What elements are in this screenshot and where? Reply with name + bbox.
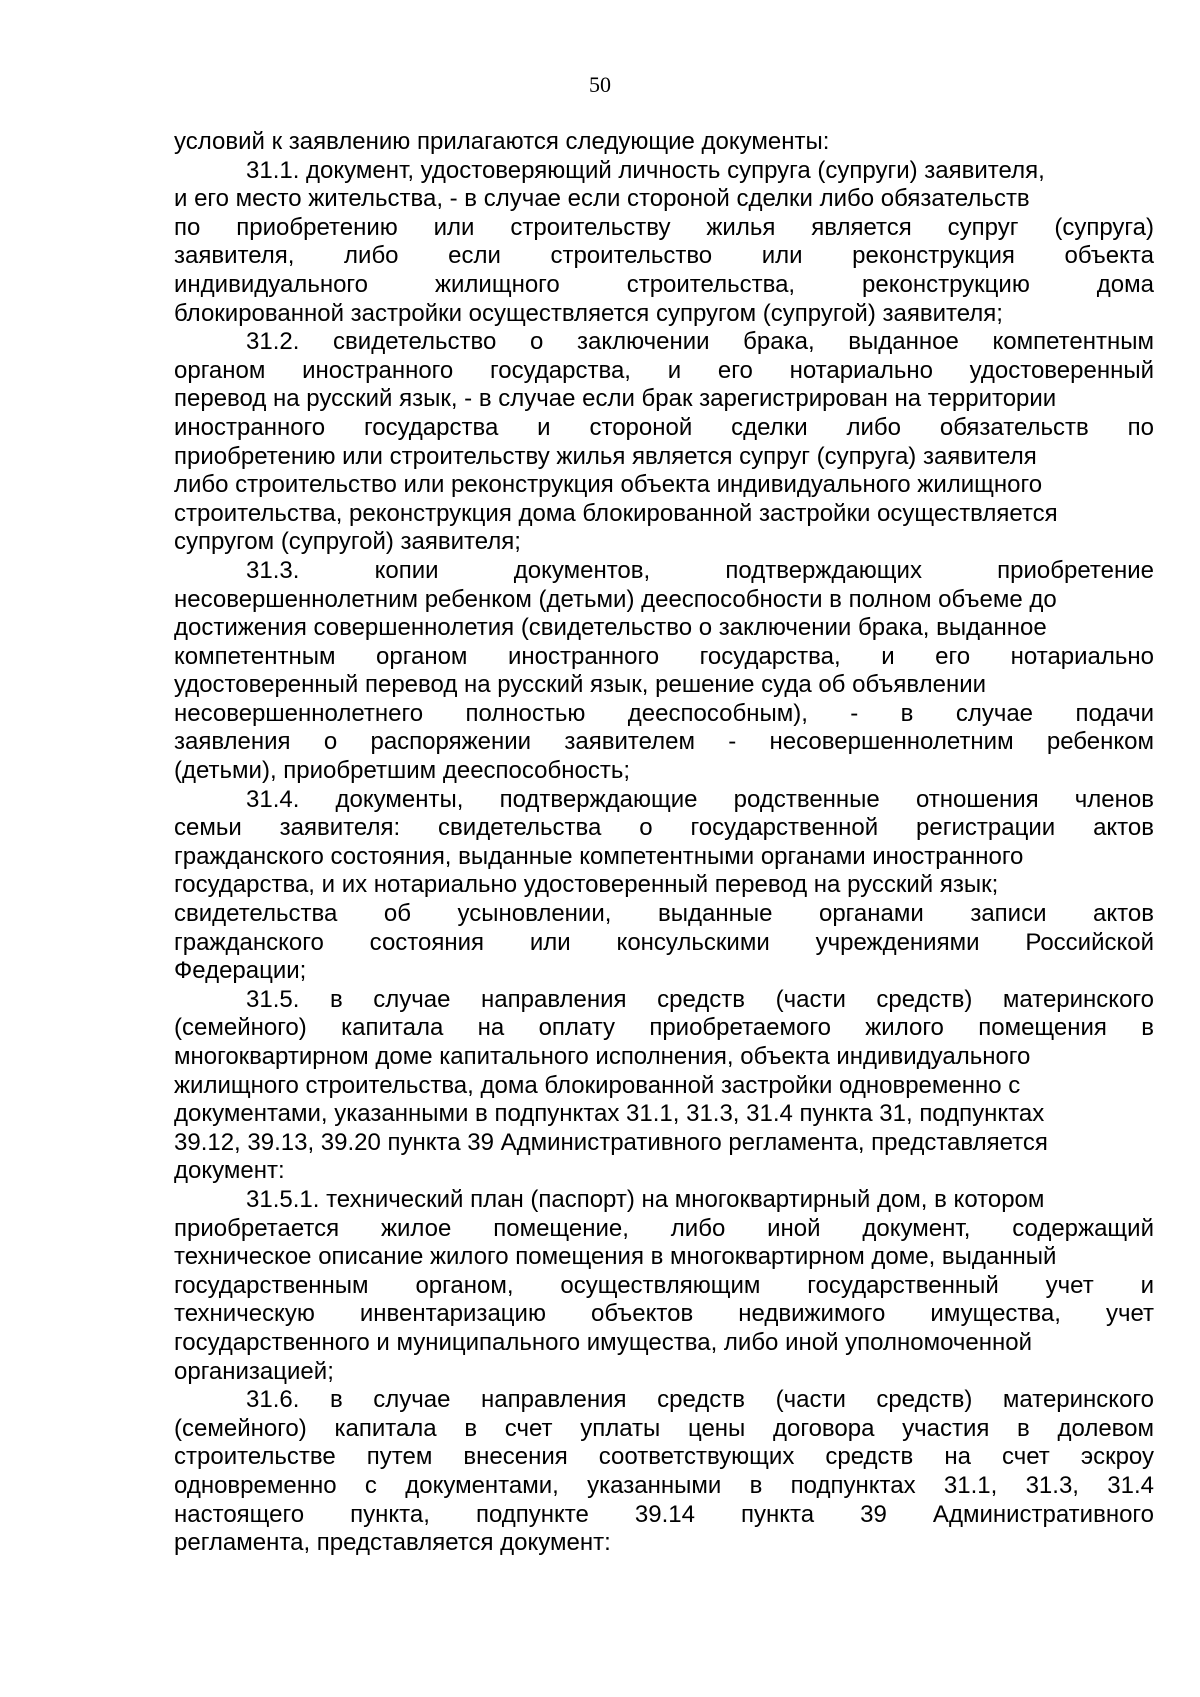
text-line: документ: xyxy=(174,1157,285,1185)
text-line: супругом (супругой) заявителя; xyxy=(174,528,521,556)
text-line: семьи заявителя: свидетельства о государственной регистрации актов xyxy=(174,814,1154,842)
text-line: 31.5.1. технический план (паспорт) на многоквартирный дом, в котором xyxy=(246,1185,1045,1213)
text-line: удостоверенный перевод на русский язык, решение суда об объявлении xyxy=(174,671,987,699)
text-line: перевод на русский язык, - в случае если брак зарегистрирован на территории xyxy=(174,385,1057,413)
text-line: заявителя, либо если строительство или реконструкция объекта xyxy=(174,242,1154,270)
text-line: многоквартирном доме капитального исполнения, объекта индивидуального xyxy=(174,1043,1031,1070)
text-line: техническую инвентаризацию объектов недвижимого имущества, учет xyxy=(174,1300,1154,1328)
text-line: Федерации; xyxy=(174,957,307,985)
text-line: 31.1. документ, удостоверяющий личность супруга (супруги) заявителя, xyxy=(246,156,1045,184)
text-line: документами, указанными в подпунктах 31.1, 31.3, 31.4 пункта 31, подпунктах xyxy=(174,1100,1045,1128)
text-line: достижения совершеннолетия (свидетельство о заключении брака, выданное xyxy=(174,614,1047,642)
text-line: государства, и их нотариально удостоверенный перевод на русский язык; xyxy=(174,871,999,899)
text-line: гражданского состояния или консульскими учреждениями Российской xyxy=(174,928,1154,956)
text-line: государственного и муниципального имущества, либо иной уполномоченной xyxy=(174,1328,1033,1356)
text-line: настоящего пункта, подпункте 39.14 пункта 39 Административного xyxy=(174,1500,1154,1528)
text-line: иностранного государства и стороной сделки либо обязательств по xyxy=(174,413,1154,441)
text-line: гражданского состояния, выданные компетентными органами иностранного xyxy=(174,842,1024,870)
text-line: индивидуального жилищного строительства, реконструкцию дома xyxy=(174,270,1154,298)
text-line: по приобретению или строительству жилья является супруг (супруга) xyxy=(174,213,1154,241)
text-line: одновременно с документами, указанными в подпунктах 31.1, 31.3, 31.4 xyxy=(174,1471,1154,1499)
text-line: приобретению или строительству жилья является супруг (супруга) заявителя xyxy=(174,442,1037,470)
page-number: 50 xyxy=(589,72,611,97)
text-line: 31.6. в случае направления средств (части средств) материнского xyxy=(246,1386,1154,1414)
text-line: строительстве путем внесения соответствующих средств на счет эскроу xyxy=(174,1443,1154,1471)
text-line: органом иностранного государства, и его нотариально удостоверенный xyxy=(174,356,1154,384)
document-body xyxy=(174,128,1154,1558)
text-line: (семейного) капитала на оплату приобретаемого жилого помещения в xyxy=(174,1014,1154,1042)
text-line: 31.3. копии документов, подтверждающих приобретение xyxy=(246,556,1154,584)
text-line: условий к заявлению прилагаются следующие документы: xyxy=(174,128,830,155)
text-line: строительства, реконструкция дома блокированной застройки осуществляется xyxy=(174,499,1058,527)
text-line: регламента, представляется документ: xyxy=(174,1529,611,1557)
text-line: заявления о распоряжении заявителем - несовершеннолетним ребенком xyxy=(174,728,1154,756)
text-line: свидетельства об усыновлении, выданные органами записи актов xyxy=(174,900,1154,928)
text-line: 31.5. в случае направления средств (части средств) материнского xyxy=(246,985,1154,1013)
text-line: блокированной застройки осуществляется супругом (супругой) заявителя; xyxy=(174,299,1003,327)
text-line: жилищного строительства, дома блокированной застройки одновременно с xyxy=(174,1071,1021,1099)
text-line: либо строительство или реконструкция объекта индивидуального жилищного xyxy=(174,471,1043,499)
text-line: несовершеннолетнего полностью дееспособным), - в случае подачи xyxy=(174,699,1154,727)
text-line: компетентным органом иностранного государства, и его нотариально xyxy=(174,642,1154,670)
text-line: (семейного) капитала в счет уплаты цены договора участия в долевом xyxy=(174,1414,1154,1442)
text-line: организацией; xyxy=(174,1357,334,1385)
text-line: несовершеннолетним ребенком (детьми) дееспособности в полном объеме до xyxy=(174,585,1057,613)
text-line: техническое описание жилого помещения в многоквартирном доме, выданный xyxy=(174,1243,1057,1271)
text-line: 31.2. свидетельство о заключении брака, выданное компетентным xyxy=(246,328,1154,356)
text-line: (детьми), приобретшим дееспособность; xyxy=(174,757,631,785)
text-line: приобретается жилое помещение, либо иной документ, содержащий xyxy=(174,1214,1154,1242)
text-line: 39.12, 39.13, 39.20 пункта 39 Административного регламента, представляется xyxy=(174,1128,1048,1156)
text-line: 31.4. документы, подтверждающие родственные отношения членов xyxy=(246,785,1154,813)
text-line: и его место жительства, - в случае если стороной сделки либо обязательств xyxy=(174,185,1030,213)
text-line: государственным органом, осуществляющим государственный учет и xyxy=(174,1271,1154,1299)
